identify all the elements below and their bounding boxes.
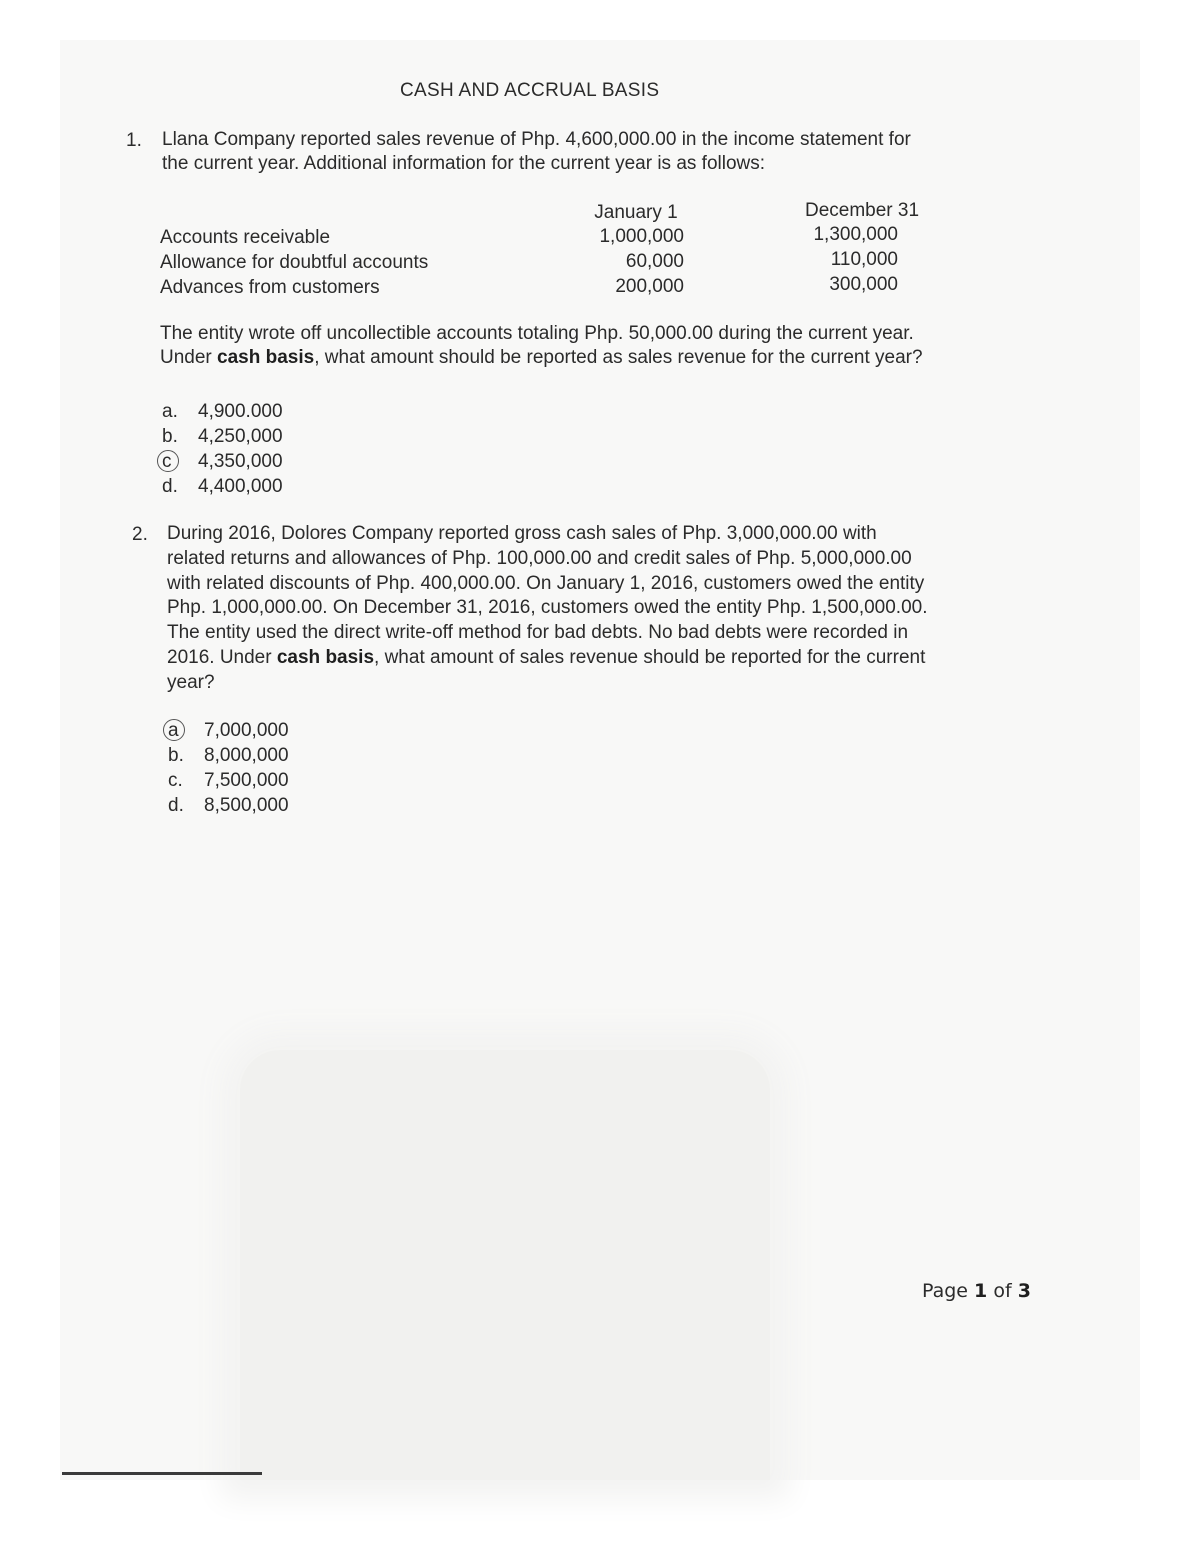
page-current: 1 — [974, 1280, 988, 1302]
page-of: of — [993, 1280, 1012, 1302]
option-value: 4,350,000 — [198, 451, 283, 472]
option-letter-circled: a — [168, 718, 204, 743]
prompt-part-1: Under — [160, 347, 218, 368]
question-2-number: 2. — [132, 524, 148, 545]
question-2-line-6 — [167, 646, 928, 671]
prompt-emphasis: cash basis — [276, 646, 375, 668]
option-value: 7,000,000 — [204, 720, 289, 741]
option-letter: a. — [162, 401, 178, 422]
page-number — [922, 1280, 1031, 1302]
option-letter: d. — [162, 476, 178, 497]
question-2-text — [167, 522, 928, 696]
question-2-line-3: with related discounts of Php. 400,000.00. On January 1, 2016, customers owed the entity — [167, 572, 925, 594]
option-letter: d. — [168, 795, 184, 816]
cell-jan-accounts-receivable: 1,000,000 — [599, 226, 684, 247]
option-letter: c. — [168, 770, 183, 791]
option-2c[interactable] — [168, 768, 289, 793]
scan-edge-line — [62, 1472, 262, 1475]
question-1-writeoff-line: The entity wrote off uncollectible accounts totaling Php. 50,000.00 during the current year. — [160, 323, 914, 344]
cell-dec-advances: 300,000 — [829, 274, 898, 295]
table-header-january: January 1 — [594, 202, 678, 223]
question-1-text — [162, 128, 911, 176]
question-1-prompt-line — [160, 346, 923, 370]
option-value: 4,900.000 — [198, 401, 283, 422]
page-total: 3 — [1017, 1280, 1031, 1302]
cell-jan-advances: 200,000 — [615, 276, 684, 297]
question-2-options — [168, 718, 289, 818]
question-2-line-2: related returns and allowances of Php. 100,000.00 and credit sales of Php. 5,000,000.00 — [167, 547, 912, 569]
cell-dec-allowance: 110,000 — [830, 249, 898, 270]
prompt-part-1: 2016. Under — [167, 646, 277, 668]
prompt-emphasis: cash basis — [217, 347, 315, 368]
option-letter: b. — [162, 426, 178, 447]
option-1b[interactable] — [162, 424, 283, 449]
prompt-part-2: , what amount of sales revenue should be reported for the current — [374, 646, 926, 668]
option-1c-selected[interactable] — [162, 449, 283, 474]
table-header-december: December 31 — [804, 200, 920, 221]
option-1a[interactable] — [162, 399, 283, 424]
option-value: 7,500,000 — [204, 770, 289, 791]
page-label: Page — [922, 1280, 968, 1302]
question-1-followup — [160, 322, 923, 370]
option-1d[interactable] — [162, 474, 283, 499]
question-1-number: 1. — [126, 130, 142, 151]
option-value: 8,500,000 — [204, 795, 289, 816]
row-label-advances: Advances from customers — [160, 277, 380, 298]
question-1-options — [162, 399, 283, 499]
table-row-labels — [160, 225, 428, 300]
option-2b[interactable] — [168, 743, 289, 768]
option-2d[interactable] — [168, 793, 289, 818]
question-2-line-1: During 2016, Dolores Company reported gross cash sales of Php. 3,000,000.00 with — [167, 523, 877, 544]
option-2a-selected[interactable] — [168, 718, 289, 743]
answer-circle-mark — [157, 450, 179, 472]
table-column-december — [770, 222, 898, 297]
cell-jan-allowance: 60,000 — [625, 251, 684, 272]
option-letter: b. — [168, 745, 184, 766]
prompt-part-2: , what amount should be reported as sales revenue for the current year? — [314, 347, 923, 368]
row-label-allowance: Allowance for doubtful accounts — [160, 252, 429, 273]
option-letter-circled: c — [162, 449, 198, 474]
question-1-line-2: the current year. Additional information for the current year is as follows: — [162, 153, 766, 174]
table-column-january — [560, 224, 684, 299]
question-2-line-7: year? — [167, 671, 215, 693]
question-2-line-5: The entity used the direct write-off method for bad debts. No bad debts were recorded in — [167, 622, 909, 644]
cell-dec-accounts-receivable: 1,300,000 — [813, 224, 898, 245]
scan-smudge — [240, 1050, 770, 1480]
row-label-accounts-receivable: Accounts receivable — [160, 227, 331, 248]
option-value: 4,250,000 — [198, 426, 283, 447]
option-value: 4,400,000 — [198, 476, 283, 497]
option-value: 8,000,000 — [204, 745, 289, 766]
answer-circle-mark — [163, 719, 185, 741]
question-2-line-4: Php. 1,000,000.00. On December 31, 2016, customers owed the entity Php. 1,500,000.00. — [167, 597, 928, 619]
question-1-line-1: Llana Company reported sales revenue of Php. 4,600,000.00 in the income statement for — [162, 129, 911, 150]
page-title: CASH AND ACCRUAL BASIS — [400, 80, 660, 101]
